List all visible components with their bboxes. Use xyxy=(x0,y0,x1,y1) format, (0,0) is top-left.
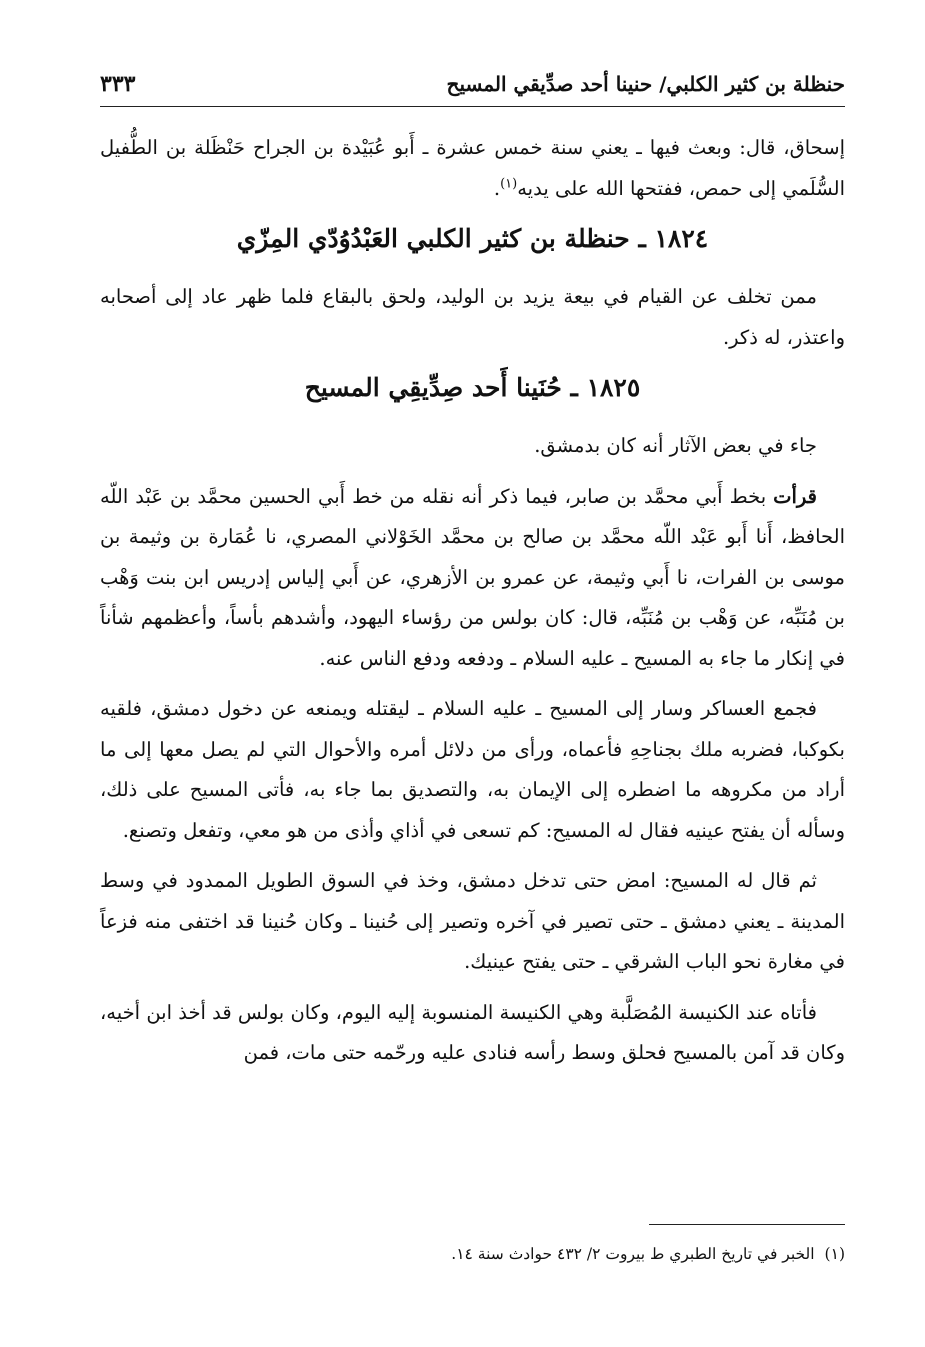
footnote-text: الخبر في تاريخ الطبري ط بيروت ٢/ ٤٣٢ حوادث سنة ١٤. xyxy=(451,1245,815,1263)
header-rule xyxy=(100,106,845,107)
continuation-paragraph xyxy=(100,128,845,209)
entry-heading-1825: ١٨٢٥ ـ حُنَينا أَحد صِدِّيقِي المسيح xyxy=(304,373,641,402)
page-body xyxy=(100,128,845,1074)
isnad-text: بخط أَبي محمَّد بن صابر، فيما ذكر أنه نقله من خط أَبي الحسين محمَّد بن عَبْد اللّه الحافظ، أَنا أَبو عَبْد اللّه محمَّد بن صالح بن محمَّد الخَوْلاني المصري، نا عُمَارة بن وثيمة بن موسى بن الفرات، نا أَبي وثيمة، عن عمرو بن الأزهري، عن أَبي إلياس إدريس ابن بنت وَهْب بن مُنَبِّه، عن وَهْب بن مُنَبِّه، قال: كان بولس من رؤساء اليهود، وأشدهم بأساً، وأعظمهم شأناً في إنكار ما جاء به المسيح ـ عليه السلام ـ ودفعه ودفع الناس عنه. xyxy=(100,484,845,670)
entry-heading-1824: ١٨٢٤ ـ حنظلة بن كثير الكلبي العَبْدُوُدّي المِزّي xyxy=(236,224,709,253)
entry-text-1824: ممن تخلف عن القيام في بيعة يزيد بن الوليد، ولحق بالبقاع فلما ظهر عاد إلى أصحابه واعتذر، له ذكر. xyxy=(100,285,845,349)
footnote-rule xyxy=(649,1224,845,1225)
footnote-reference: (١) xyxy=(500,176,518,191)
isnad-paragraph xyxy=(100,477,845,680)
running-header xyxy=(100,66,845,102)
lead-word-qarat: قرأت xyxy=(773,484,817,508)
page-number: ٣٣٣ xyxy=(100,71,136,97)
narrative-paragraph-3: فأتاه عند الكنيسة المُصَلَّبة وهي الكنيسة المنسوبة إليه اليوم، وكان بولس قد أخذ ابن أخيه، وكان قد آمن بالمسيح فحلق وسط رأسه فنادى عليه ورحّمه حتى مات، فمن xyxy=(100,1000,845,1064)
entry-text-1825: جاء في بعض الآثار أنه كان بدمشق. xyxy=(534,434,817,457)
narrative-paragraph-1: فجمع العساكر وسار إلى المسيح ـ عليه السلام ـ ليقتله ويمنعه عن دخول دمشق، فلقيه بكوكبا، فضربه ملك بجناحِهِ فأعماه، ورأى من دلائل أمره والأحوال التي لم يصل معها إلى ما أراد من مكروهه ما اضطره إلى الإيمان به، والتصديق بما جاء به، فأتى المسيح على ذلك، وسأله أن يفتح عينيه فقال له المسيح: كم تسعى في أذاي وأذى من هو معي، وتفعل وتصنع. xyxy=(100,697,845,842)
running-title: حنظلة بن كثير الكلبي/ حنينا أحد صدِّيقي المسيح xyxy=(446,72,845,96)
footnote-mark: (١) xyxy=(824,1245,845,1263)
footnote xyxy=(100,1242,845,1266)
continuation-text: إسحاق، قال: وبعث فيها ـ يعني سنة خمس عشرة ـ أَبو عُبَيْدة بن الجراح حَنْظَلة بن الطُّفيل السُّلَمي إلى حمص، ففتحها الله على يديه xyxy=(100,136,845,200)
narrative-paragraph-2: ثم قال له المسيح: امض حتى تدخل دمشق، وخذ في السوق الطويل الممدود في وسط المدينة ـ يعني دمشق ـ حتى تصير في آخره وتصير إلى حُنينا ـ وكان حُنينا قد اختفى منه فزعاً في مغارة نحو الباب الشرقي ـ حتى يفتح عينيك. xyxy=(100,869,845,973)
continuation-end: . xyxy=(493,176,501,200)
